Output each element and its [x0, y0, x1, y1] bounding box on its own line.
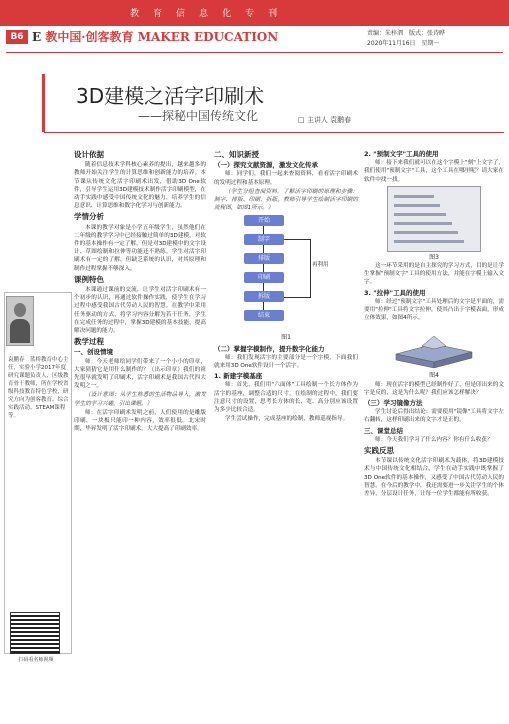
flowchart-node: 拆版 — [244, 291, 284, 302]
figure-caption: 图4 — [429, 372, 439, 380]
date-line: 2020年11月16日 星期一 — [367, 40, 440, 47]
figure-3-screenshot — [387, 186, 481, 252]
section-heading: 教学过程 — [74, 337, 104, 347]
flowchart-node: 制字 — [244, 234, 284, 245]
flowchart-node: 印刷 — [244, 272, 284, 283]
flowchart-arrow — [263, 302, 264, 310]
section-heading: 二、知识新授 — [214, 150, 259, 159]
title-rule — [44, 132, 504, 133]
sub-heading: 一、创设情境 — [74, 348, 113, 357]
flowchart-arrow — [263, 283, 264, 291]
column-1 — [74, 148, 206, 435]
sub-heading: （二）掌握字模制作，提升数字化能力 — [214, 344, 325, 353]
author-bio: 袁鹏春 蓝桥教育中心主任，实验小学2017年度研究课题负责人，区级教育骨干教师，所在学校省级科技教育特色学校，研究方向为创客教育、综合实践活动、STEAM课程等。 — [8, 357, 69, 419]
sub-heading: 2. "预制文字"工具的使用 — [364, 150, 439, 158]
flowchart-node: 排版 — [244, 253, 284, 264]
header-rule — [6, 52, 503, 53]
sub-heading: 3. "拉伸"工具的使用 — [364, 288, 426, 297]
flowchart-arrow — [263, 264, 264, 272]
page-number: B6 — [6, 30, 28, 44]
paragraph: 师：我们发现活字的主要部分是一个字模，下面我们就来用3D One软件设计一个活字。 — [214, 354, 358, 370]
flowchart-arrow — [263, 226, 264, 234]
sub-heading: 三、课堂总结 — [364, 426, 403, 435]
flowchart-node: 结束 — [244, 310, 284, 321]
paragraph: 随着信息技术学科核心素养的提出，越来越多的教师开始关注学生的计算思维和创新能力的培养。本节课从传统文化活字印刷术出发，借助3D One软件，引导学生运用3D建模技术制作活字印刷模型，在动手实践中感受中国传统文化的魅力，培养学生的信息意识、计算思维和数字化学习与创新能力。 — [74, 162, 206, 210]
flowchart — [214, 215, 358, 331]
qr-code[interactable] — [10, 612, 60, 654]
bio-box — [4, 292, 72, 654]
column-2 — [214, 148, 358, 424]
paragraph: 学生尝试操作，完成基座的绘制，教师巡视指导。 — [225, 416, 349, 423]
flowchart-arrow — [263, 245, 264, 253]
paragraph: 师：同学们，我们一起来查阅资料，看看活字印刷术的发明过程和基本原理。 — [214, 171, 358, 186]
editor-line: 责编：朱梓泗 版式：张诗晔 — [367, 30, 446, 37]
article-title: 3D建模之活字印刷术 — [76, 84, 265, 108]
column-3 — [364, 148, 504, 499]
header-banner — [0, 0, 509, 26]
paragraph: 师：经过"预制文字"工具处理后的文字是平面的，需要用"拉伸"工具将文字拉伸，使其凸出于字模表面，形成立体效果，如图4所示。 — [364, 298, 504, 322]
figure-4-3d-model — [386, 324, 482, 370]
flowchart-side-label: 再利用 — [312, 262, 329, 269]
paragraph: 本课通过课前的交流，让学生对活字印刷术有一个初步的认识，再通过软件操作实践，使学生在学习过程中感受我国古代劳动人民的智慧。在教学中采用任务驱动的方式，将学习内容分解为若干任务，学生在完成任务的过程中，掌握3D建模的基本技能，提高解决问题的能力。 — [74, 287, 206, 335]
paragraph: 本课的教学对象是小学五年级学生，虽然他们在二年级的教学学习中已经接触过简单的3D建模，对软件的基本操作有一定了解，但是对3D建模中的文字设计、草图绘制和拉伸等功能还不熟练。学生对活字印刷术有一定的了解，但缺乏系统的认识，对其原理和制作过程掌握不够深入。 — [74, 224, 206, 272]
paragraph: 师：首先，我们用"六面体"工具绘制一个长方体作为活字的基座，调整合适的尺寸。在绘制的过程中，我们要注意尺寸的设置，思考长方体的长、宽、高分别应该设置为多少比较合适。 — [214, 382, 358, 414]
article-subtitle: ——探秘中国传统文化 — [138, 109, 259, 123]
paragraph: （设计意图：从学生熟悉的生活物品导入，激发学生的学习兴趣，引出课题。） — [74, 392, 206, 407]
paragraph: 师：接下来我们就可以在这个字模上"刻"上文字了，我们使用"预制文字"工具，这个工具在哪里呢？请大家在软件中找一找。 — [364, 160, 504, 183]
section-heading: 设计依据 — [74, 150, 104, 159]
banner-text: 教育信息化专刊 — [130, 9, 292, 19]
author-photo — [6, 296, 34, 346]
figure-caption: 图3 — [429, 253, 439, 261]
paragraph: 这一环节采用的是自主探究的学习方式，目的是让学生掌握"预制文字"工具的使用方法，并能在字模上输入文字。 — [364, 263, 504, 286]
paragraph: 师：今天我们学习了什么内容？你有什么收获？ — [375, 436, 493, 443]
section-name: E 教中国·创客教育 MAKER EDUCATION — [32, 30, 279, 44]
article-author: □ 主讲人 袁鹏春 — [298, 116, 352, 124]
paragraph: 师：今天老师给同学们带来了一个小小的印章，大家猜猜它是用什么制作的？（出示印章）我们的祖先很早就发明了印刷术，活字印刷术是我国古代四大发明之一。 — [74, 358, 206, 390]
qr-caption: 扫码看名师视频 — [18, 657, 54, 663]
flowchart-node: 开始 — [244, 215, 284, 226]
section-heading: 实践反思 — [364, 446, 394, 456]
paragraph: 本节课以传统文化活字印刷术为载体，将3D建模技术与中国传统文化相结合，学生在动手实践中既掌握了3D One软件的基本操作，又感受了中国古代劳动人民的智慧。在今后的教学中，我还需要进一步关注学生的个体差异，分层设计任务，让每一位学生都能有所收获。 — [364, 458, 504, 498]
sub-heading: （三）学习镜像方法 — [364, 399, 423, 408]
section-heading: 学情分析 — [74, 212, 104, 222]
flowchart-loop — [284, 239, 311, 298]
paragraph: （学生分组查阅资料，了解活字印刷的原理和步骤：制字、排版、印刷、拆版。教师引导学生绘制活字印刷的流程图，如图1所示。） — [214, 188, 358, 212]
section-heading: 课例特色 — [74, 274, 104, 284]
sub-heading: （一）探究文献资源，激发文化传承 — [214, 161, 318, 170]
sub-heading: 1. 新建字模基座 — [214, 372, 263, 381]
paragraph: 学生讨论后得出结论：需要使用"镜像"工具将文字左右翻转，这样印刷出来的文字才是正的。 — [364, 409, 504, 424]
figure-caption: 图1 — [281, 334, 291, 342]
paragraph: 师：现在活字的模型已经制作好了，但是印出来的文字是反的，这是为什么呢？我们应该怎样解决？ — [364, 381, 504, 396]
paragraph: 师：在活字印刷术发明之前，人们使用的是雕版印刷，一块板只能印一种内容，效率很低。北宋时期，毕昇发明了活字印刷术，大大提高了印刷效率。 — [74, 409, 206, 433]
